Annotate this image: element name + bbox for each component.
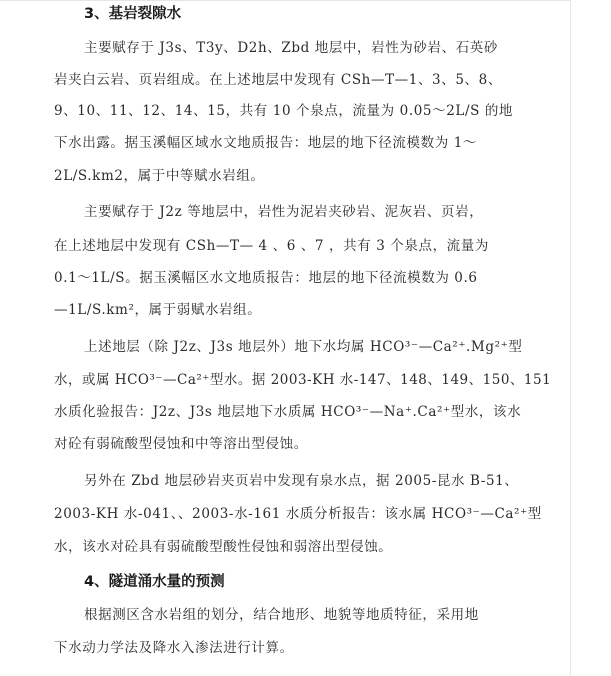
paragraph-line: 2L/S.km2，属于中等赋水岩组。 — [54, 168, 265, 184]
paragraph-line: 根据测区含水岩组的划分，结合地形、地貌等地质特征，采用地 — [84, 607, 479, 623]
paragraph-line: 0.1～1L/S。据玉溪幅区水文地质报告：地层的地下径流模数为 0.6 — [54, 270, 478, 286]
paragraph-line: 水质化验报告：J2z、J3s 地层地下水质属 HCO³⁻—Na⁺.Ca²⁺型水，该水 — [54, 404, 522, 420]
paragraph-line: 主要赋存于 J3s、T3y、D2h、Zbd 地层中，岩性为砂岩、石英砂 — [84, 40, 499, 56]
paragraph-line: 水，该水对砼具有弱硫酸型酸性侵蚀和弱溶出型侵蚀。 — [54, 539, 393, 555]
section-heading-tunnel-water-inflow-prediction: 4、隧道涌水量的预测 — [84, 574, 225, 590]
paragraph-line: —1L/S.km²，属于弱赋水岩组。 — [54, 302, 262, 318]
paragraph-line: 另外在 Zbd 地层砂岩夹页岩中发现有泉水点，据 2005-昆水 B-51、 — [84, 473, 519, 489]
page-top-border — [0, 0, 570, 1]
paragraph-line: 上述地层（除 J2z、J3s 地层外）地下水均属 HCO³⁻—Ca²⁺.Mg²⁺型 — [84, 339, 523, 355]
section-heading-bedrock-fissure-water: 3、基岩裂隙水 — [84, 6, 182, 22]
paragraph-line: 主要赋存于 J2z 等地层中，岩性为泥岩夹砂岩、泥灰岩、页岩， — [84, 204, 484, 220]
paragraph-line: 下水出露。据玉溪幅区域水文地质报告：地层的地下径流模数为 1～ — [54, 135, 477, 151]
paragraph-line: 9、10、11、12、14、15，共有 10 个泉点，流量为 0.05～2L/S 的地 — [54, 103, 514, 119]
paragraph-line: 对砼有弱硫酸型侵蚀和中等溶出型侵蚀。 — [54, 436, 308, 452]
paragraph-line: 水，或属 HCO³⁻—Ca²⁺型水。据 2003-KH 水-147、148、149、150、151 — [54, 372, 552, 388]
paragraph-line: 下水动力学法及降水入渗法进行计算。 — [54, 640, 294, 656]
paragraph-line: 在上述地层中发现有 CSh—T— 4 、6 、7 ，共有 3 个泉点，流量为 — [54, 238, 489, 254]
page-right-border — [570, 0, 571, 676]
paragraph-line: 2003-KH 水-041、、2003-水-161 水质分析报告：该水属 HCO³⁻—Ca²⁺型 — [54, 506, 542, 522]
paragraph-line: 岩夹白云岩、页岩组成。在上述地层中发现有 CSh—T—1、3、5、8、 — [54, 72, 502, 88]
